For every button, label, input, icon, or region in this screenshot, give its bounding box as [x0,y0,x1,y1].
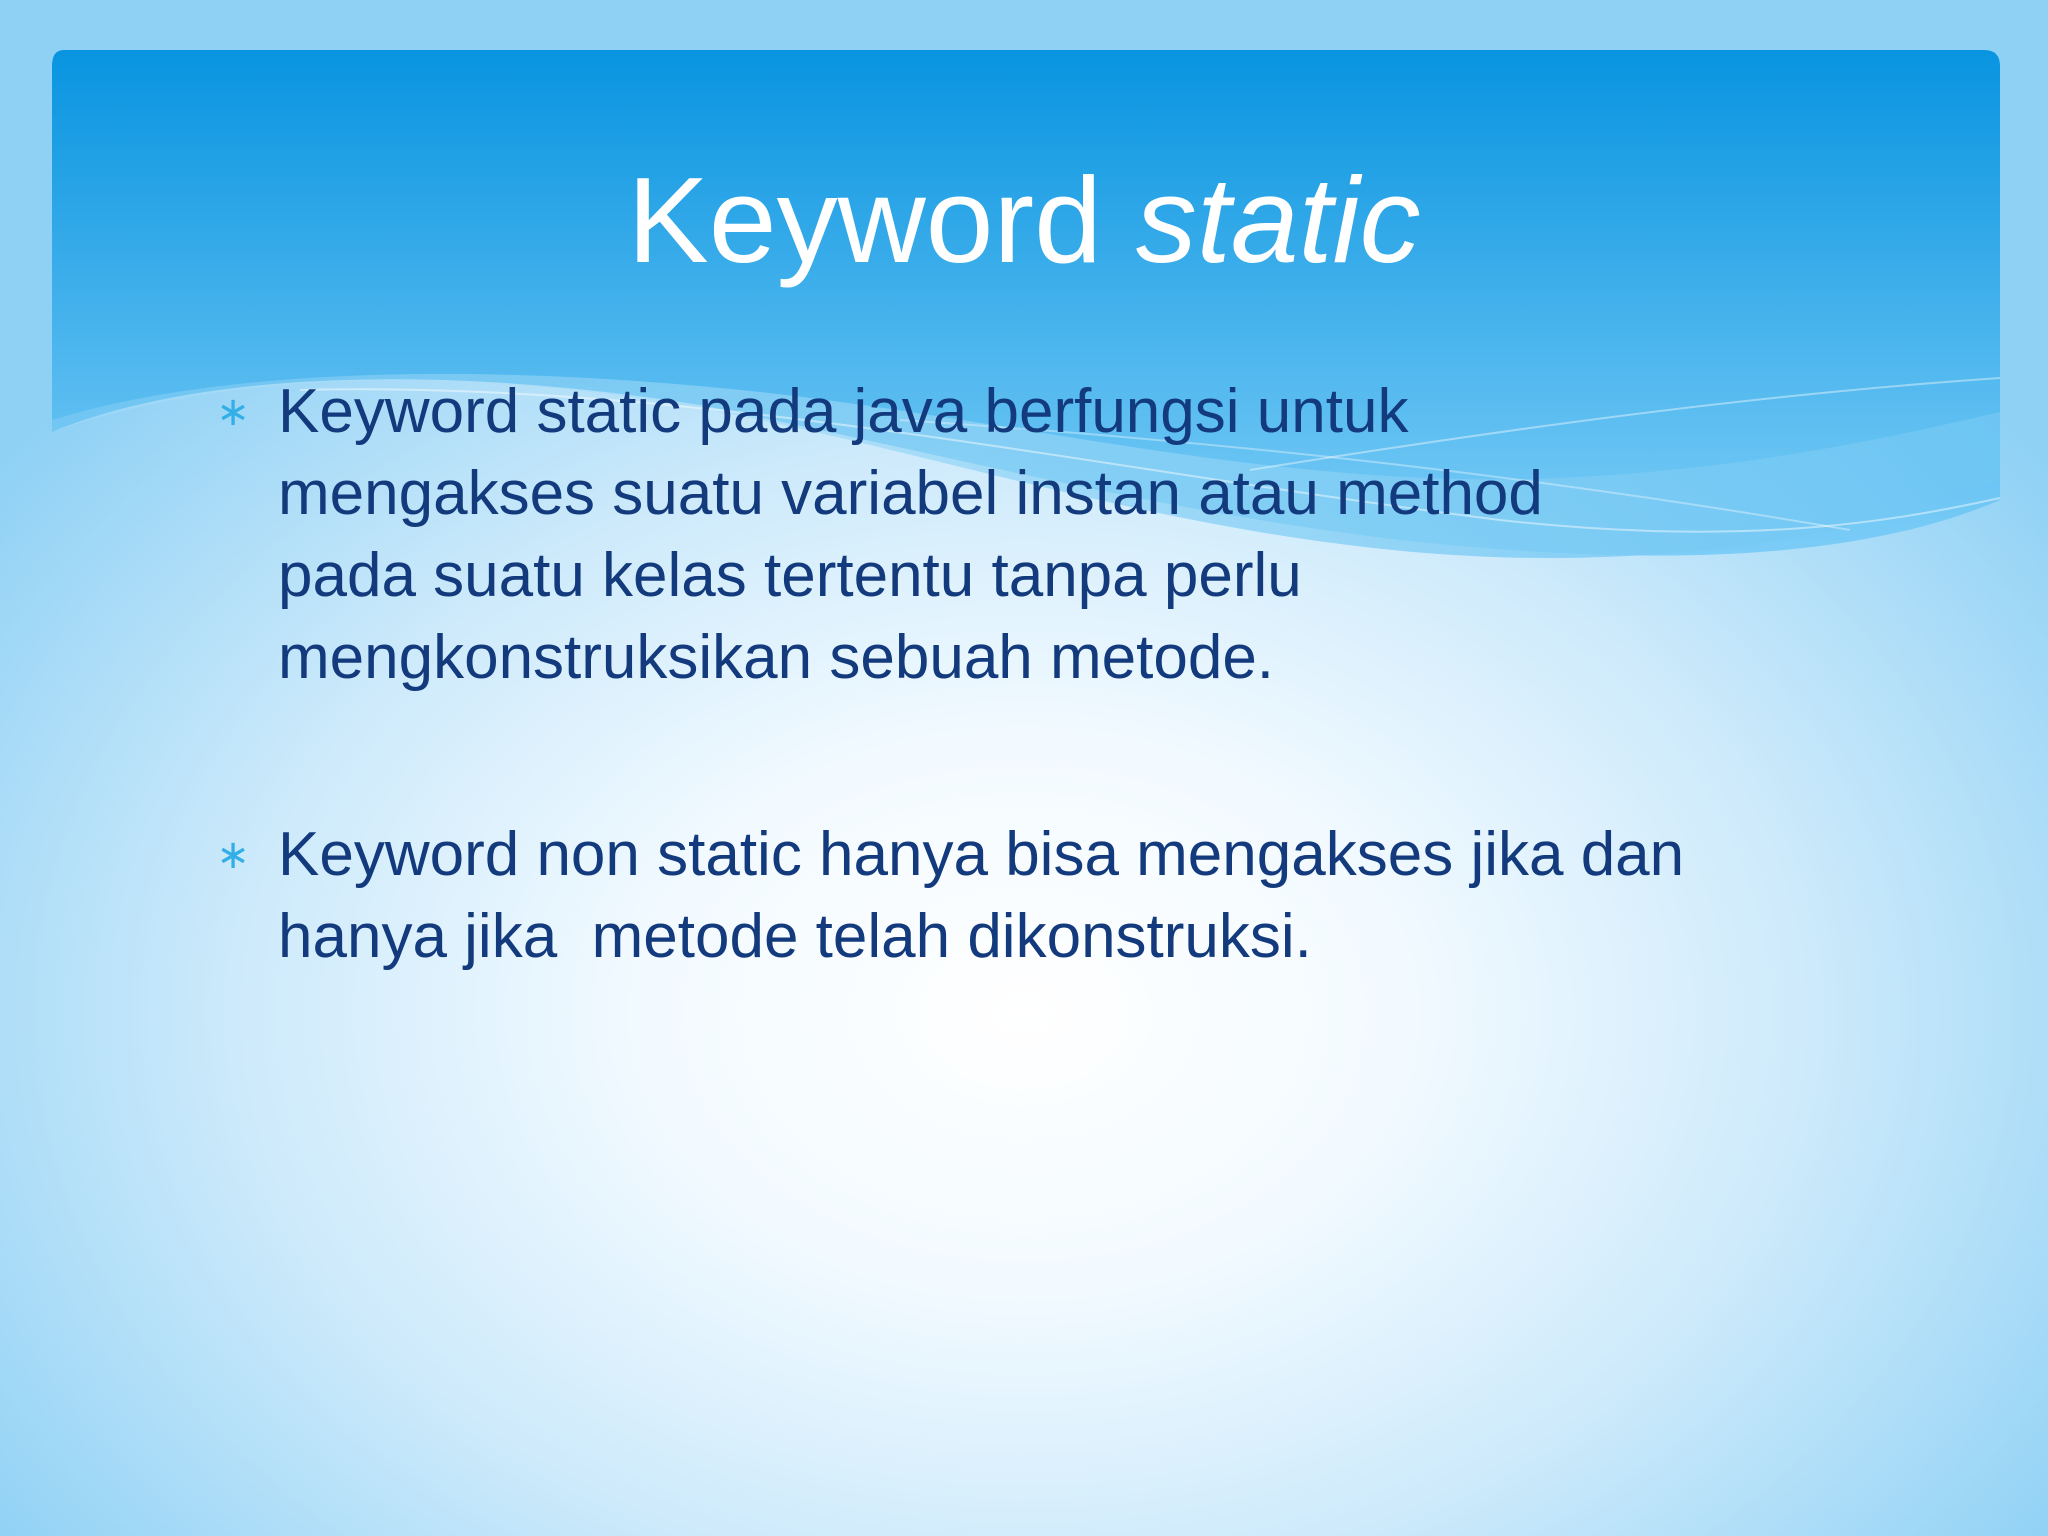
title-regular: Keyword [627,152,1102,288]
bullet-line: mengkonstruksikan sebuah metode. [278,623,1275,692]
bullet-text [278,371,1878,699]
bullet-line: pada suatu kelas tertentu tanpa perlu [278,541,1302,610]
bullet-text [278,814,1878,978]
title-italic: static [1135,152,1421,288]
bullet-line: mengakses suatu variabel instan atau method [278,459,1543,528]
bullet-line: hanya jika metode telah dikonstruksi. [278,902,1312,971]
asterisk-bullet-icon: ∗ [216,389,250,435]
bullet-line: Keyword non static hanya bisa mengakses jika dan [278,820,1685,889]
bullet-line: Keyword static pada java berfungsi untuk [278,377,1409,446]
asterisk-bullet-icon: ∗ [216,832,250,878]
